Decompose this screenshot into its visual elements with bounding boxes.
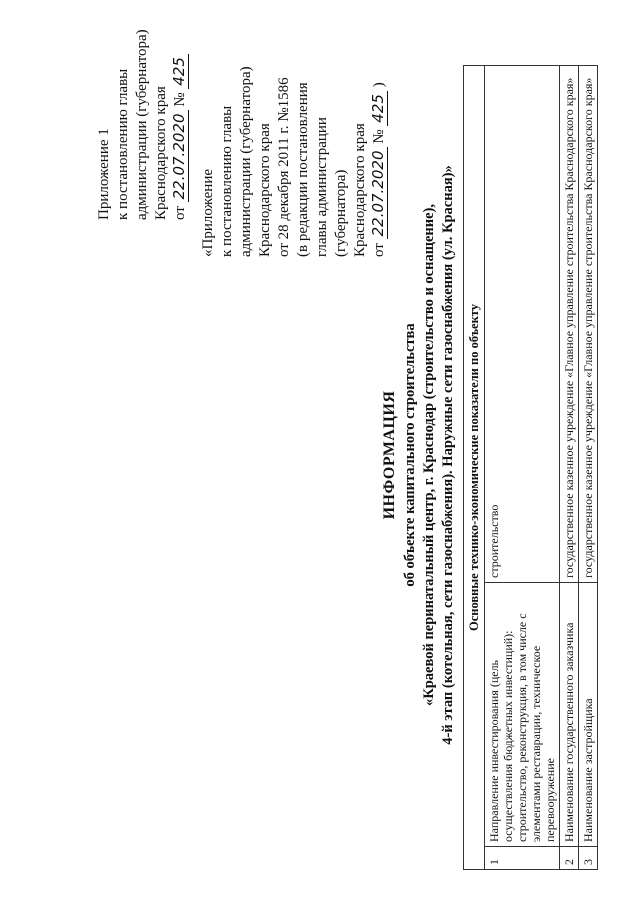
appendix-line: (губернатора) — [333, 169, 349, 257]
appendix-line: администрации (губернатора) — [134, 29, 150, 220]
row-number: 2 — [560, 847, 579, 870]
appendix-line: от 28 декабря 2011 г. №1586 — [276, 77, 292, 257]
appendix-1-block — [95, 29, 190, 220]
appendix-date-line: от 22.07.2020 № 425 — [171, 29, 190, 220]
row-value: государственное казенное учреждение «Главное управление строительства Краснодарского края» — [579, 66, 598, 583]
row-value: государственное казенное учреждение «Главное управление строительства Краснодарского края» — [560, 66, 579, 583]
appendix-line: к постановлению главы — [115, 68, 131, 220]
handwritten-date: 22.07.2020 — [171, 111, 189, 203]
appendix-line: «Приложение — [200, 168, 216, 257]
row-name: Наименование государственного заказчика — [560, 583, 579, 847]
appendix-2-block — [199, 66, 389, 257]
table-row — [579, 66, 598, 870]
appendix-line: Краснодарского края — [352, 123, 368, 257]
table-row — [485, 66, 560, 870]
row-name: Направление инвестирования (цель осуществления бюджетных инвестиций): строительство, реконструкция, в том числе с элементами реставрации, техническое перевооружение — [485, 583, 560, 847]
row-value: строительство — [485, 66, 560, 583]
appendix-line: Краснодарского края — [153, 86, 169, 220]
row-name: Наименование застройщика — [579, 583, 598, 847]
row-number: 1 — [485, 847, 560, 870]
table-header-row — [464, 66, 485, 870]
document-title-block — [380, 155, 458, 755]
indicators-table — [463, 65, 598, 870]
row-number: 3 — [579, 847, 598, 870]
title-line: 4-й этап (котельная, сети газоснабжения). Наружные сети газоснабжения (ул. Красная)» — [440, 165, 456, 745]
title-line: «Краевой перинатальный центр, г. Краснодар (строительство и оснащение), — [421, 203, 437, 707]
handwritten-date: 22.07.2020 — [370, 148, 388, 240]
appendix-line: Краснодарского края — [257, 123, 273, 257]
handwritten-number: 425 — [370, 91, 388, 126]
appendix-line: администрации (губернатора) — [238, 66, 254, 257]
appendix-line: (в редакции постановления — [295, 82, 311, 257]
handwritten-number: 425 — [171, 54, 189, 89]
document-title: ИНФОРМАЦИЯ — [381, 390, 398, 520]
appendix-date-line: от 22.07.2020 № 425 ) — [369, 82, 387, 257]
appendix-line: Приложение 1 — [96, 128, 112, 220]
appendix-line: главы администрации — [314, 117, 330, 257]
title-line: об объекте капитального строительства — [402, 323, 418, 587]
appendix-line: к постановлению главы — [219, 105, 235, 257]
table-header: Основные технико-экономические показатели по объекту — [464, 66, 485, 870]
table-row — [560, 66, 579, 870]
